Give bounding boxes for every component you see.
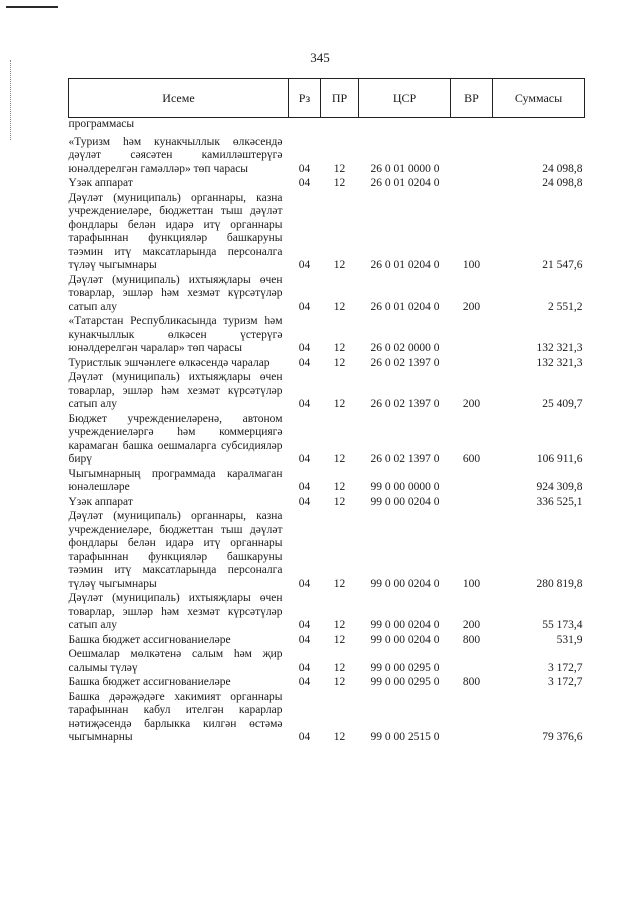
row-rz: 04: [298, 731, 311, 743]
row-csr: 26 0 01 0204 0: [370, 177, 440, 189]
row-sum: 132 321,3: [536, 342, 583, 354]
table-row: [69, 274, 585, 316]
row-pr: 12: [333, 619, 346, 631]
row-sum: 21 547,6: [542, 259, 583, 271]
header-name: Исеме: [69, 79, 289, 118]
table-row: [69, 136, 585, 178]
row-pr: [321, 118, 359, 133]
row-rz: 04: [298, 259, 311, 271]
row-vr: 600: [462, 453, 481, 465]
row-name: Чыгымнарның программада каралмаган юнәлешләре: [68, 467, 283, 493]
row-name: Бюджет учреждениеләренә, автоном учреждениеләргә һәм коммерциягә карамаган башка оешмаларга субсидияләр бирү: [68, 412, 283, 465]
header-pr: ПР: [321, 79, 359, 118]
row-name: «Татарстан Республикасында туризм һәм кунакчыллык өлкәсен үстерүгә юнәлдерелгән чаралар» төп чарасы: [68, 315, 283, 354]
header-csr: ЦСР: [359, 79, 451, 118]
row-csr: 26 0 01 0000 0: [370, 162, 440, 175]
row-name: «Туризм һәм кунакчыллык өлкәсендә дәүләт сәясәтен камилләштерүгә юнәлдерелгән гамәлләр» төп чарасы: [68, 135, 283, 175]
row-vr: [451, 315, 493, 357]
row-vr: [451, 177, 493, 192]
row-rz: 04: [298, 619, 311, 631]
row-csr: 99 0 00 0000 0: [370, 481, 440, 493]
row-sum: 25 409,7: [542, 398, 583, 410]
row-pr: 12: [333, 676, 346, 688]
row-sum: 924 309,8: [536, 481, 583, 493]
row-rz: 04: [298, 300, 311, 313]
table-row: [69, 177, 585, 192]
row-csr: 99 0 00 0295 0: [370, 676, 440, 688]
row-csr: 99 0 00 0204 0: [370, 495, 440, 508]
row-name: Башка бюджет ассигнованиеләре: [68, 676, 231, 688]
table-row: [69, 634, 585, 649]
row-pr: 12: [333, 162, 346, 175]
table-row: [69, 192, 585, 274]
row-pr: 12: [333, 342, 346, 354]
row-vr: [451, 118, 493, 133]
row-csr: 26 0 02 0000 0: [370, 342, 440, 354]
row-sum: 531,9: [556, 633, 583, 646]
row-vr: [451, 496, 493, 511]
row-vr: 200: [462, 398, 481, 410]
row-vr: 100: [462, 259, 481, 271]
row-rz: 04: [298, 481, 311, 493]
row-vr: 100: [462, 577, 481, 590]
row-vr: 800: [462, 676, 481, 688]
row-vr: [451, 648, 493, 676]
table-row: [69, 676, 585, 691]
row-name: Дәүләт (муниципаль) ихтыяҗлары өчен товарлар, эшләр һәм хезмәт күрсәтүләр сатып алу: [68, 273, 283, 313]
row-name: программасы: [68, 118, 135, 130]
budget-table: [68, 78, 585, 746]
row-pr: 12: [333, 356, 346, 369]
row-sum: 132 321,3: [536, 356, 583, 369]
row-pr: 12: [333, 633, 346, 646]
header-vr: ВР: [451, 79, 493, 118]
row-pr: 12: [333, 495, 346, 508]
row-sum: 106 911,6: [536, 453, 583, 465]
table-row: [69, 648, 585, 676]
row-name: Дәүләт (муниципаль) ихтыяҗлары өчен товарлар, эшләр һәм хезмәт күрсәтүләр сатып алу: [68, 592, 283, 631]
row-csr: 26 0 01 0204 0: [370, 300, 440, 313]
table-row: [69, 357, 585, 372]
row-rz: 04: [298, 661, 311, 674]
row-csr: 26 0 02 1397 0: [370, 453, 440, 465]
table-row: [69, 496, 585, 511]
row-name: Дәүләт (муниципаль) органнары, казна учреждениеләре, бюджеттан тыш дәүләт фондлары белән идарә итү органнары тарафыннан функцияләр башкаруны тәэмин итү максатларында персоналга түләү чыгымнары: [68, 510, 283, 590]
row-sum: 2 551,2: [548, 300, 583, 313]
row-rz: [289, 118, 321, 133]
row-sum: 3 172,7: [548, 676, 583, 688]
row-name: Үзәк аппарат: [68, 177, 133, 189]
row-sum: 79 376,6: [542, 731, 583, 743]
table-row: [69, 592, 585, 634]
table-row: [69, 468, 585, 496]
table-row: [69, 691, 585, 746]
row-sum: 24 098,8: [542, 162, 583, 175]
row-pr: 12: [333, 259, 346, 271]
row-vr: [451, 136, 493, 178]
table-row: [69, 118, 585, 133]
row-csr: 99 0 00 0295 0: [370, 661, 440, 674]
table-row: [69, 315, 585, 357]
row-rz: 04: [298, 676, 311, 688]
table-body: [69, 118, 585, 746]
page-number: 345: [310, 50, 330, 65]
row-sum: 336 525,1: [536, 495, 583, 508]
row-rz: 04: [298, 177, 311, 189]
table-header: [69, 79, 585, 118]
row-csr: [359, 118, 451, 133]
row-pr: 12: [333, 577, 346, 590]
scan-edge-dots: [10, 60, 12, 140]
header-rz: Рз: [289, 79, 321, 118]
row-pr: 12: [333, 481, 346, 493]
row-rz: 04: [298, 633, 311, 646]
row-name: Башка дәрәҗәдәге хакимият органнары тарафыннан кабул ителгән карарлар нәтиҗәсендә барлыкка килгән өстәмә чыгымнарны: [68, 690, 283, 743]
row-rz: 04: [298, 162, 311, 175]
scan-corner-mark: [6, 6, 58, 8]
row-csr: 26 0 02 1397 0: [370, 356, 440, 369]
row-vr: [451, 691, 493, 746]
row-csr: 26 0 02 1397 0: [370, 398, 440, 410]
row-pr: 12: [333, 177, 346, 189]
row-sum: [493, 118, 585, 133]
row-name: Башка бюджет ассигнованиеләре: [68, 633, 231, 646]
row-name: Үзәк аппарат: [68, 495, 133, 508]
row-csr: 99 0 00 0204 0: [370, 577, 440, 590]
table-row: [69, 371, 585, 413]
row-name: Дәүләт (муниципаль) органнары, казна учреждениеләре, бюджеттан тыш дәүләт фондлары белән идарә итү органнары тарафыннан функцияләр башкаруны тәэмин итү максатларында персоналга түләү чыгымнары: [68, 191, 283, 271]
row-csr: 26 0 01 0204 0: [370, 259, 440, 271]
row-pr: 12: [333, 398, 346, 410]
row-sum: 55 173,4: [542, 619, 583, 631]
row-rz: 04: [298, 398, 311, 410]
row-name: Оешмалар мөлкәтенә салым һәм җир салымы түләү: [68, 648, 283, 674]
row-sum: 24 098,8: [542, 177, 583, 189]
row-vr: [451, 357, 493, 372]
table-row: [69, 510, 585, 592]
row-rz: 04: [298, 342, 311, 354]
row-sum: 280 819,8: [536, 577, 583, 590]
row-rz: 04: [298, 356, 311, 369]
header-sum: Суммасы: [493, 79, 585, 118]
row-vr: 200: [462, 619, 481, 631]
row-pr: 12: [333, 300, 346, 313]
budget-table-container: [68, 78, 584, 746]
row-rz: 04: [298, 577, 311, 590]
row-csr: 99 0 00 0204 0: [370, 633, 440, 646]
row-rz: 04: [298, 453, 311, 465]
row-vr: 800: [462, 633, 481, 646]
row-rz: 04: [298, 495, 311, 508]
row-name: Туристлык эшчәнлеге өлкәсендә чаралар: [68, 356, 270, 369]
row-vr: [451, 468, 493, 496]
row-csr: 99 0 00 2515 0: [370, 731, 440, 743]
row-vr: 200: [462, 300, 481, 313]
row-pr: 12: [333, 731, 346, 743]
row-csr: 99 0 00 0204 0: [370, 619, 440, 631]
row-name: Дәүләт (муниципаль) ихтыяҗлары өчен товарлар, эшләр һәм хезмәт күрсәтүләр сатып алу: [68, 371, 283, 410]
table-row: [69, 413, 585, 468]
row-sum: 3 172,7: [548, 661, 583, 674]
row-pr: 12: [333, 453, 346, 465]
row-pr: 12: [333, 661, 346, 674]
